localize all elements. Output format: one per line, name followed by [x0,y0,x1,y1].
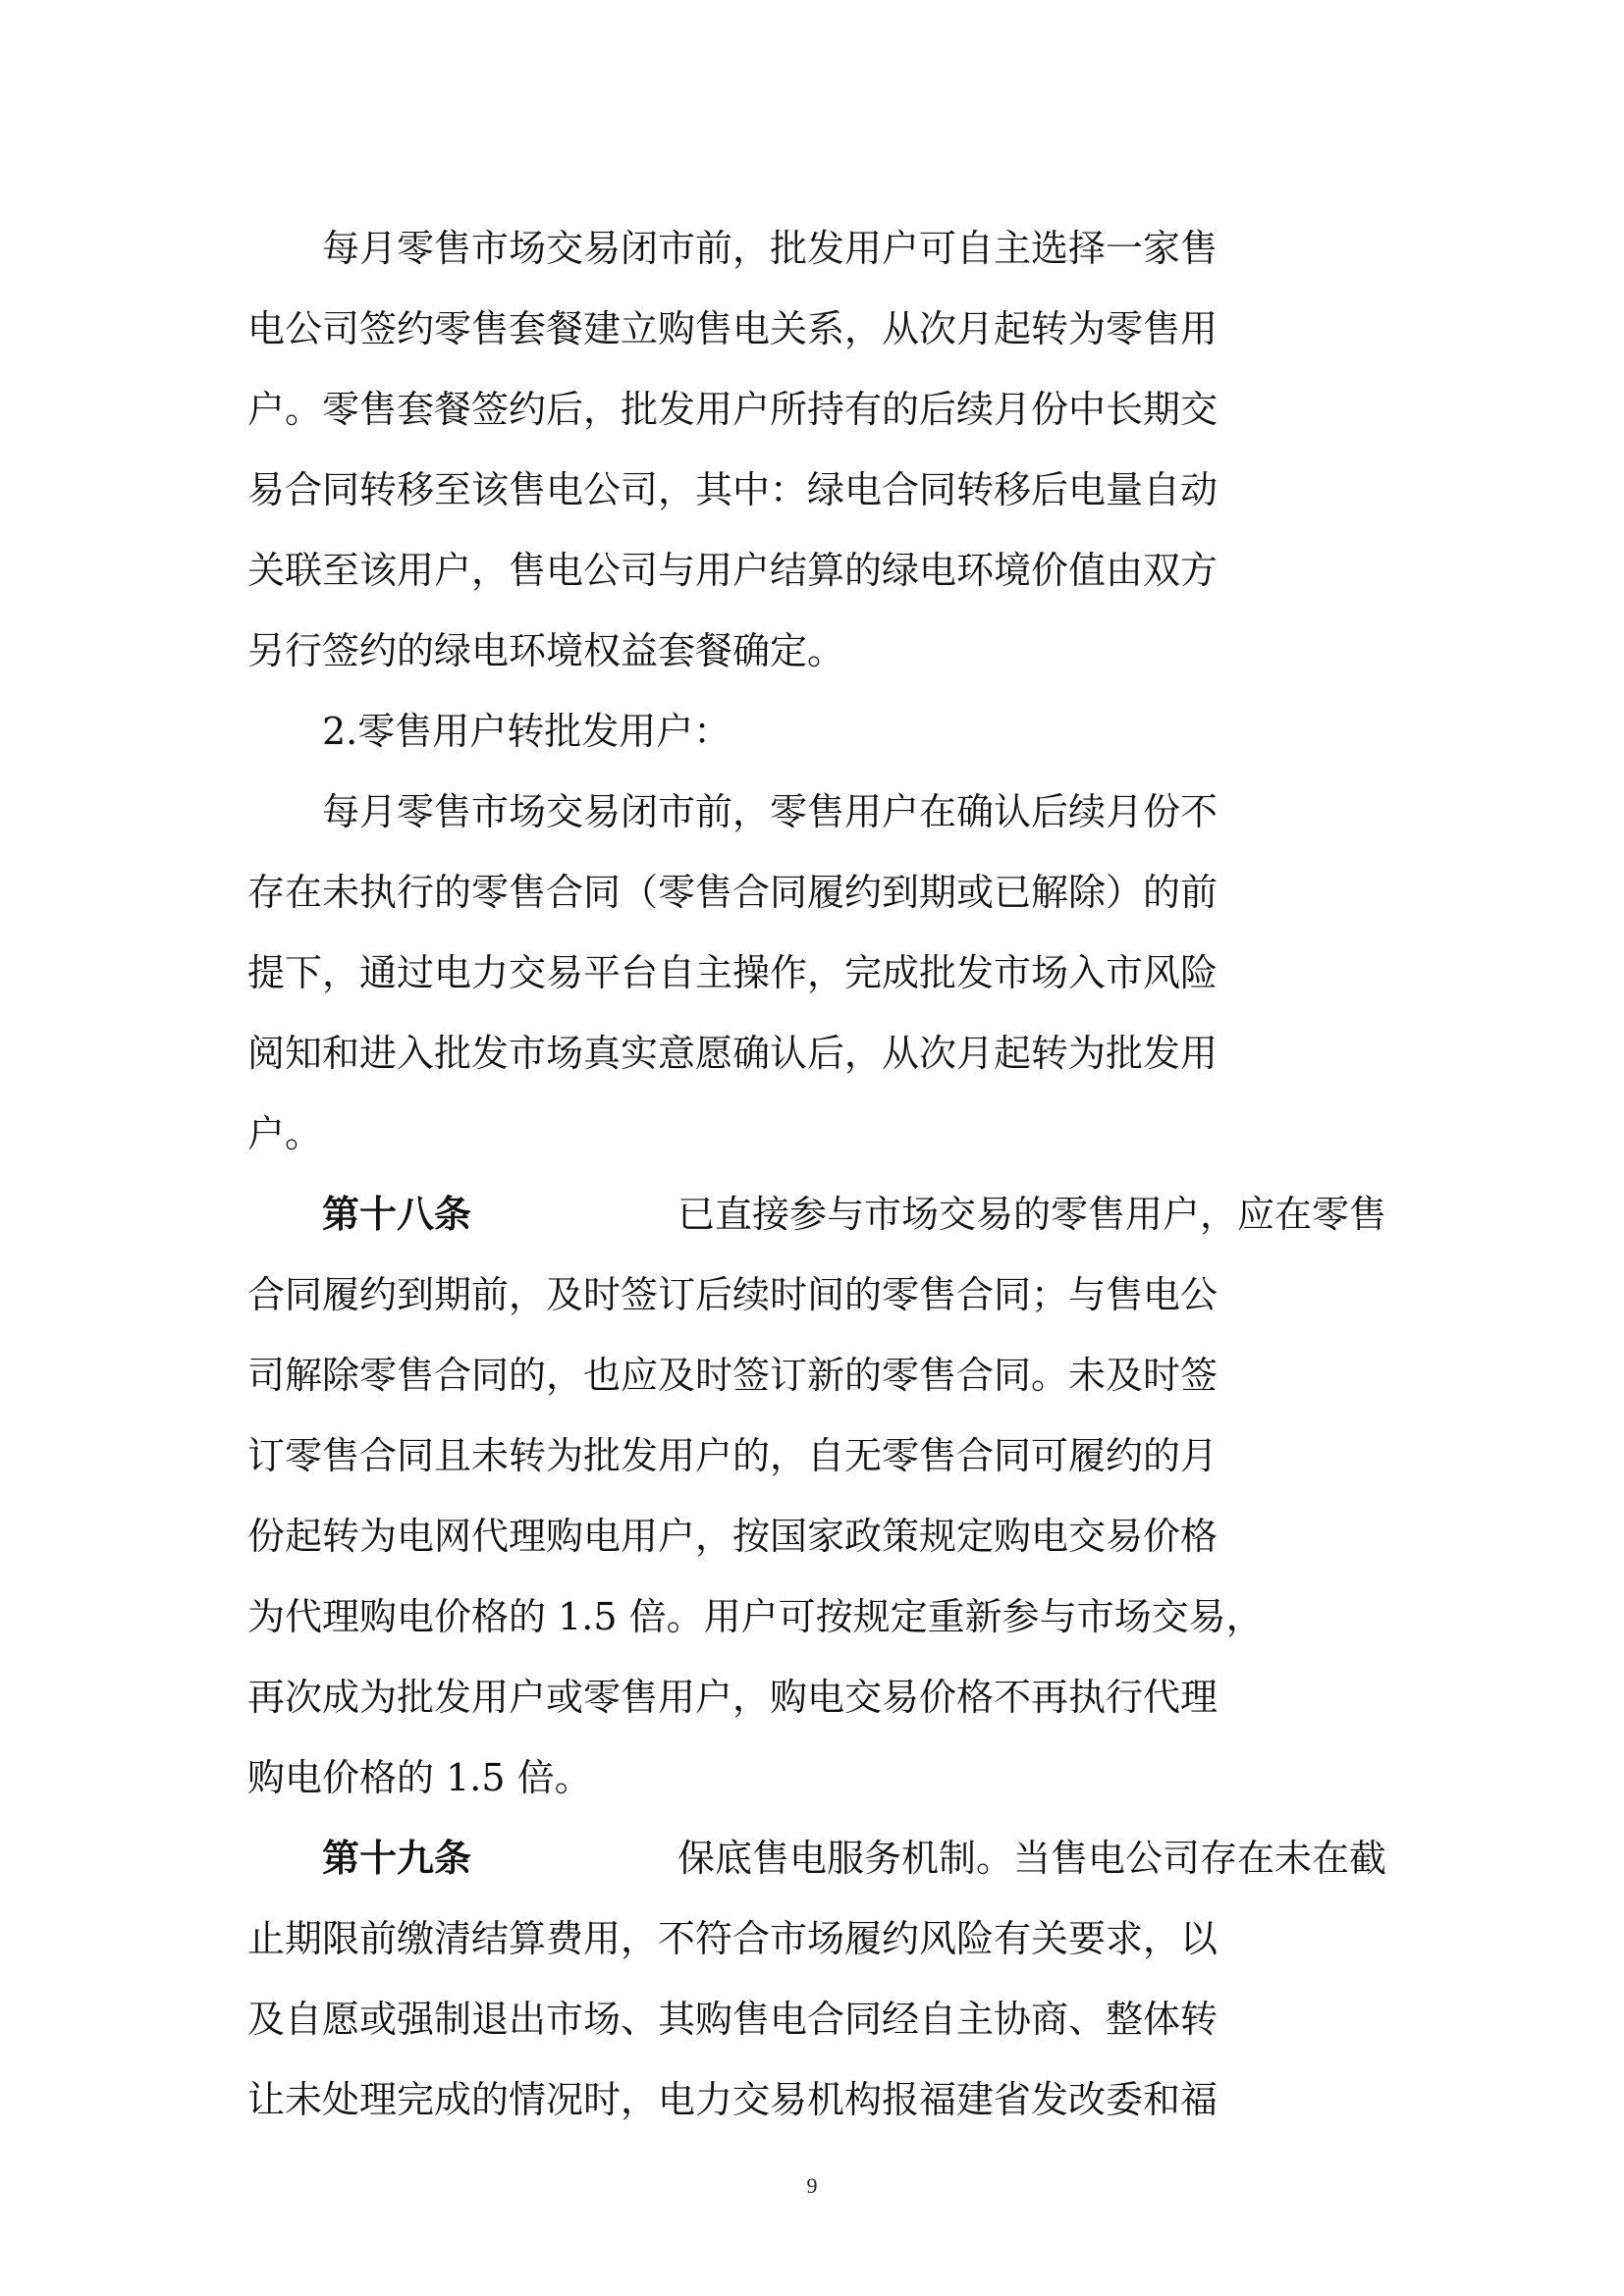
page-number: 9 [806,2173,818,2198]
article-18-line [247,1174,1386,1255]
text-line: 存在未执行的零售合同（零售合同履约到期或已解除）的前 [247,871,1218,914]
text-line: 合同履约到期前，及时签订后续时间的零售合同；与售电公 [247,1273,1218,1316]
text-line: 为代理购电价格的 1.5 倍。用户可按规定重新参与市场交易， [247,1595,1264,1638]
text-line: 及自愿或强制退出市场、其购售电合同经自主协商、整体转 [247,1998,1218,2041]
subsection-heading: 2.零售用户转批发用户： [322,710,731,753]
text-line: 提下，通过电力交易平台自主操作，完成批发市场入市风险 [247,951,1218,994]
article-18-text: 已直接参与市场交易的零售用户，应在零售 [677,1193,1386,1236]
text-line: 易合同转移至该售电公司，其中：绿电合同转移后电量自动 [247,468,1218,511]
article-19-heading: 第十九条 [322,1837,472,1880]
text-line: 让未处理完成的情况时，电力交易机构报福建省发改委和福 [247,2078,1218,2121]
text-line: 户。 [247,1112,323,1155]
text-line: 电公司签约零售套餐建立购售电关系，从次月起转为零售用 [247,307,1218,350]
text-line: 止期限前缴清结算费用，不符合市场履约风险有关要求，以 [247,1917,1218,1960]
article-18-heading: 第十八条 [322,1193,472,1236]
text-line: 户。零售套餐签约后，批发用户所持有的后续月份中长期交 [247,388,1218,431]
article-19-text: 保底售电服务机制。当售电公司存在未在截 [677,1837,1386,1880]
text-line: 司解除零售合同的，也应及时签订新的零售合同。未及时签 [247,1354,1218,1397]
text-line: 另行签约的绿电环境权益套餐确定。 [247,629,845,672]
text-line: 再次成为批发用户或零售用户，购电交易价格不再执行代理 [247,1676,1218,1719]
text-line: 每月零售市场交易闭市前，批发用户可自主选择一家售 [322,227,1218,270]
text-line: 关联至该用户，售电公司与用户结算的绿电环境价值由双方 [247,549,1218,592]
text-line: 份起转为电网代理购电用户，按国家政策规定购电交易价格 [247,1515,1218,1558]
text-line: 订零售合同且未转为批发用户的，自无零售合同可履约的月 [247,1434,1218,1477]
text-line: 每月零售市场交易闭市前，零售用户在确认后续月份不 [322,790,1218,833]
text-line: 阅知和进入批发市场真实意愿确认后，从次月起转为批发用 [247,1032,1218,1075]
article-19-line [247,1818,1386,1898]
document-body [247,208,1386,2140]
text-line: 购电价格的 1.5 倍。 [247,1756,592,1799]
